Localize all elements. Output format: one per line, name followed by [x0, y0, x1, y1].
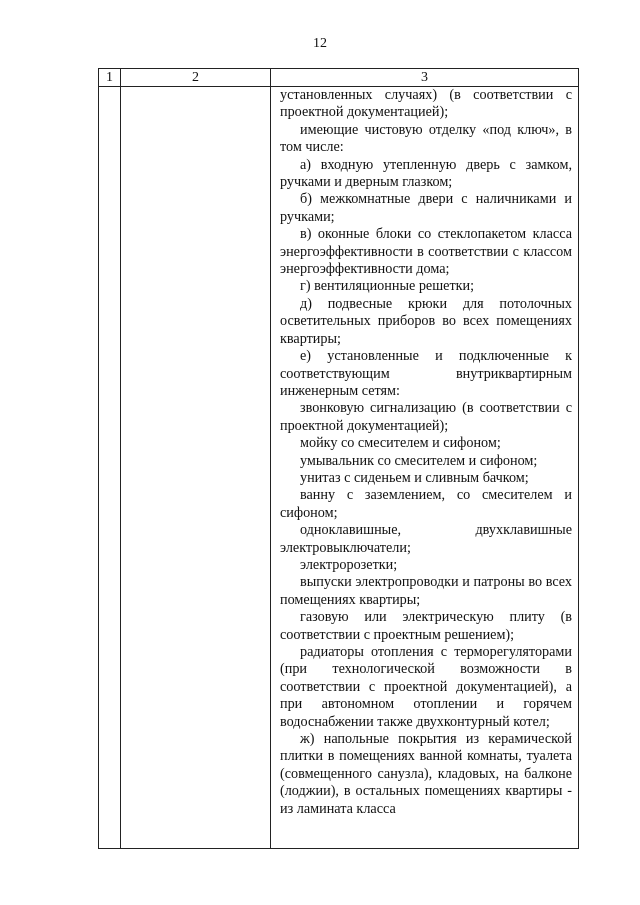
paragraph: установленных случаях) (в соответствии с проектной документацией); [280, 87, 572, 121]
paragraph: ванну с заземлением, со смесителем и сифоном; [280, 487, 572, 521]
paragraph: газовую или электрическую плиту (в соответствии с проектным решением); [280, 609, 572, 643]
paragraph: б) межкомнатные двери с наличниками и ручками; [280, 191, 572, 225]
column-1-cell [99, 87, 121, 849]
paragraph: ж) напольные покрытия из керамической плитки в помещениях ванной комнаты, туалета (совмещенного санузла), кладовых, на балконе (лоджии), в остальных помещениях квартиры - из ламината класса [280, 731, 572, 817]
paragraph: имеющие чистовую отделку «под ключ», в том числе: [280, 121, 572, 156]
document-table [98, 68, 579, 849]
column-header-1: 1 [99, 69, 121, 87]
paragraph: г) вентиляционные решетки; [300, 278, 475, 295]
page-number: 12 [313, 36, 327, 51]
paragraph: унитаз с сиденьем и сливным бачком; [300, 469, 529, 486]
paragraph: е) установленные и подключенные к соответствующим внутриквартирным инженерным сетям: [280, 348, 572, 399]
table-header-row [99, 69, 579, 87]
column-header-3: 3 [271, 69, 579, 87]
column-2-cell [121, 87, 271, 849]
paragraph: одноклавишные, двухклавишные электровыключатели; [280, 522, 572, 556]
paragraph: в) оконные блоки со стеклопакетом класса энергоэффективности в соответствии с классом энергоэффективности дома; [280, 226, 572, 278]
paragraph: умывальник со смесителем и сифоном; [300, 452, 538, 469]
column-3-cell [271, 87, 579, 849]
paragraph: мойку со смесителем и сифоном; [300, 435, 501, 452]
paragraph: электророзетки; [300, 556, 398, 573]
table-row [99, 87, 579, 849]
requirements-text [271, 87, 578, 818]
paragraph: а) входную утепленную дверь с замком, ручками и дверным глазком; [280, 156, 572, 191]
column-header-2: 2 [121, 69, 271, 87]
paragraph: выпуски электропроводки и патроны во всех помещениях квартиры; [280, 574, 572, 608]
paragraph: радиаторы отопления с терморегуляторами (при технологической возможности в соответствии с проектной документацией), а при автономном отоплении и горячем водоснабжении также двухконтурный котел; [280, 644, 572, 730]
paragraph: звонковую сигнализацию (в соответствии с проектной документацией); [280, 400, 572, 434]
paragraph: д) подвесные крюки для потолочных осветительных приборов во всех помещениях квартиры; [280, 295, 572, 347]
